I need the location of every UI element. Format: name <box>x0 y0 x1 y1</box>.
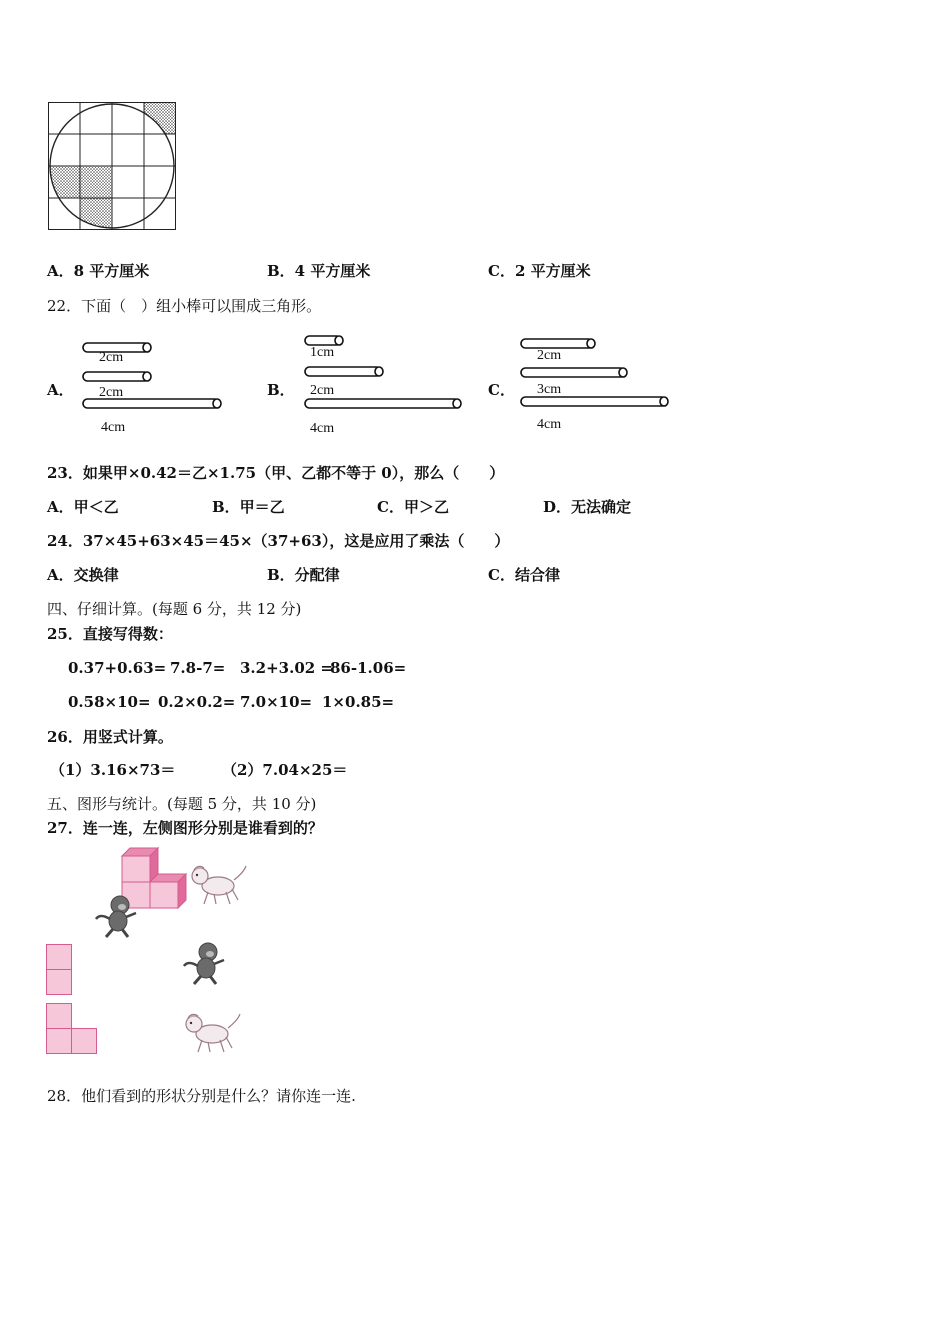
monkey-icon <box>94 893 140 939</box>
q26-item-2: （2）7.04×25＝ <box>222 761 348 779</box>
q23-option-d[interactable]: D．无法确定 <box>543 498 632 516</box>
circle-grid-figure <box>48 102 176 230</box>
q22-c-label-2: 3cm <box>537 382 562 397</box>
q22-b-label-2: 2cm <box>310 383 335 398</box>
q24-option-b[interactable]: B．分配律 <box>267 566 340 584</box>
q25-r1-c4: 86-1.06= <box>330 659 407 677</box>
side-view-shape <box>46 1003 100 1055</box>
q22-a-label-2: 2cm <box>99 385 124 400</box>
q23-option-a[interactable]: A．甲＜乙 <box>47 498 119 516</box>
q23-option-b[interactable]: B．甲＝乙 <box>212 498 285 516</box>
q22-b-label-1: 1cm <box>310 345 335 360</box>
q22-option-b[interactable]: B． <box>267 381 295 399</box>
q22-b-label-3: 4cm <box>310 421 335 436</box>
section-4-title: 四、仔细计算。(每题 6 分，共 12 分) <box>47 600 302 618</box>
q22-a-label-1: 2cm <box>99 350 124 365</box>
q24-option-a[interactable]: A．交换律 <box>47 566 119 584</box>
q25-stem: 25．直接写得数： <box>47 625 173 643</box>
q25-r1-c3: 3.2+3.02 = <box>240 659 333 677</box>
q22-option-a[interactable]: A． <box>47 381 74 399</box>
dog-icon <box>188 862 250 908</box>
q25-r1-c1: 0.37+0.63= <box>68 659 167 677</box>
q22-c-label-1: 2cm <box>537 348 562 363</box>
q26-item-1: （1）3.16×73＝ <box>50 761 176 779</box>
q22-option-c[interactable]: C． <box>488 381 515 399</box>
dog-icon <box>182 1010 244 1056</box>
q25-r2-c1: 0.58×10= <box>68 693 151 711</box>
q22-c-label-3: 4cm <box>537 417 562 432</box>
front-view-shape <box>46 944 74 996</box>
q25-r1-c2: 7.8-7= <box>170 659 226 677</box>
q21-option-b[interactable]: B．4 平方厘米 <box>267 262 371 280</box>
q25-r2-c2: 0.2×0.2= <box>158 693 236 711</box>
q22-stem: 22．下面（ ）组小棒可以围成三角形。 <box>47 297 322 315</box>
q22-a-label-3: 4cm <box>101 420 126 435</box>
q24-stem: 24．37×45+63×45＝45×（37+63），这是应用了乘法（ ） <box>47 532 510 550</box>
q26-stem: 26．用竖式计算。 <box>47 728 173 746</box>
q27-stem: 27．连一连，左侧图形分别是谁看到的？ <box>47 819 323 837</box>
q25-r2-c4: 1×0.85= <box>322 693 395 711</box>
monkey-icon <box>182 940 228 986</box>
q28-stem: 28．他们看到的形状分别是什么？请你连一连. <box>47 1087 356 1105</box>
section-5-title: 五、图形与统计。(每题 5 分，共 10 分) <box>47 795 317 813</box>
q23-option-c[interactable]: C．甲＞乙 <box>377 498 449 516</box>
q21-option-a[interactable]: A．8 平方厘米 <box>47 262 150 280</box>
q25-r2-c3: 7.0×10= <box>240 693 313 711</box>
q23-stem: 23．如果甲×0.42＝乙×1.75（甲、乙都不等于 0），那么（ ） <box>47 464 505 482</box>
q24-option-c[interactable]: C．结合律 <box>488 566 560 584</box>
q21-option-c[interactable]: C．2 平方厘米 <box>488 262 591 280</box>
